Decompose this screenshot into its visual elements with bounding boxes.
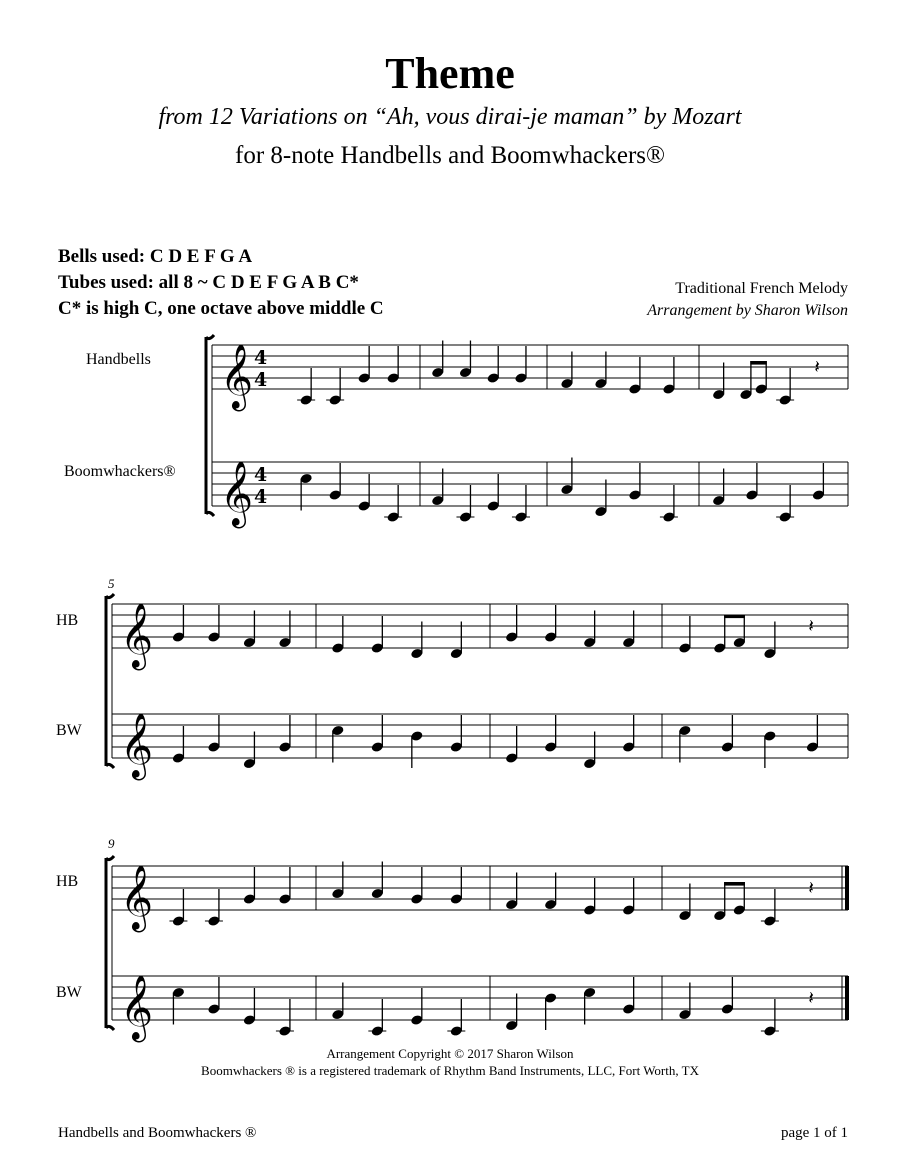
- treble-clef: 𝄞: [120, 865, 154, 930]
- measure-number: 9: [108, 836, 115, 851]
- instrument-label-hb: HB: [56, 873, 79, 890]
- time-signature-denominator: 4: [254, 369, 268, 391]
- page-number: page 1 of 1: [780, 1125, 848, 1141]
- treble-clef: 𝄞: [120, 975, 154, 1040]
- eighth-beam: [724, 882, 745, 886]
- eighth-beam: [724, 615, 745, 619]
- quarter-rest: 𝄽: [808, 988, 814, 1009]
- final-barline-thick: [845, 976, 849, 1020]
- quarter-rest: 𝄽: [808, 616, 814, 637]
- final-barline-thick: [845, 866, 849, 910]
- system-bracket: [206, 335, 214, 516]
- time-signature-numerator: 4: [254, 347, 268, 369]
- treble-clef: 𝄞: [120, 713, 154, 778]
- quarter-rest: 𝄽: [808, 878, 814, 899]
- instrument-label-hb: HB: [56, 612, 79, 629]
- instrument-label-bw: BW: [56, 722, 82, 739]
- c-star-note: C* is high C, one octave above middle C: [58, 298, 384, 319]
- time-signature-numerator: 4: [254, 464, 268, 486]
- subtitle: from 12 Variations on “Ah, vous dirai-je maman” by Mozart: [158, 104, 742, 130]
- bells-used: Bells used: C D E F G A: [58, 246, 253, 267]
- quarter-rest: 𝄽: [814, 357, 820, 378]
- time-signature-denominator: 4: [254, 486, 268, 508]
- treble-clef: 𝄞: [220, 344, 254, 409]
- tubes-used: Tubes used: all 8 ~ C D E F G A B C*: [58, 272, 359, 293]
- eighth-beam: [750, 361, 766, 365]
- instrument-label-handbells: Handbells: [86, 351, 151, 368]
- measure-number: 5: [108, 576, 115, 591]
- copyright-line: Arrangement Copyright © 2017 Sharon Wilson: [326, 1046, 574, 1061]
- trademark-line: Boomwhackers ® is a registered trademark of Rhythm Band Instruments, LLC, Fort Worth, TX: [201, 1063, 699, 1078]
- system-bracket: [106, 594, 114, 768]
- page-title: Theme: [385, 49, 515, 98]
- arranger-credit: Arrangement by Sharon Wilson: [647, 302, 848, 319]
- system-bracket: [106, 856, 114, 1030]
- treble-clef: 𝄞: [120, 603, 154, 668]
- subtitle-instrumentation: for 8-note Handbells and Boomwhackers®: [235, 142, 665, 169]
- treble-clef: 𝄞: [220, 461, 254, 526]
- melody-credit: Traditional French Melody: [675, 280, 848, 297]
- instrument-label-boomwhackers: Boomwhackers®: [64, 463, 176, 480]
- instrument-label-bw: BW: [56, 984, 82, 1001]
- footer-title: Handbells and Boomwhackers ®: [58, 1125, 257, 1141]
